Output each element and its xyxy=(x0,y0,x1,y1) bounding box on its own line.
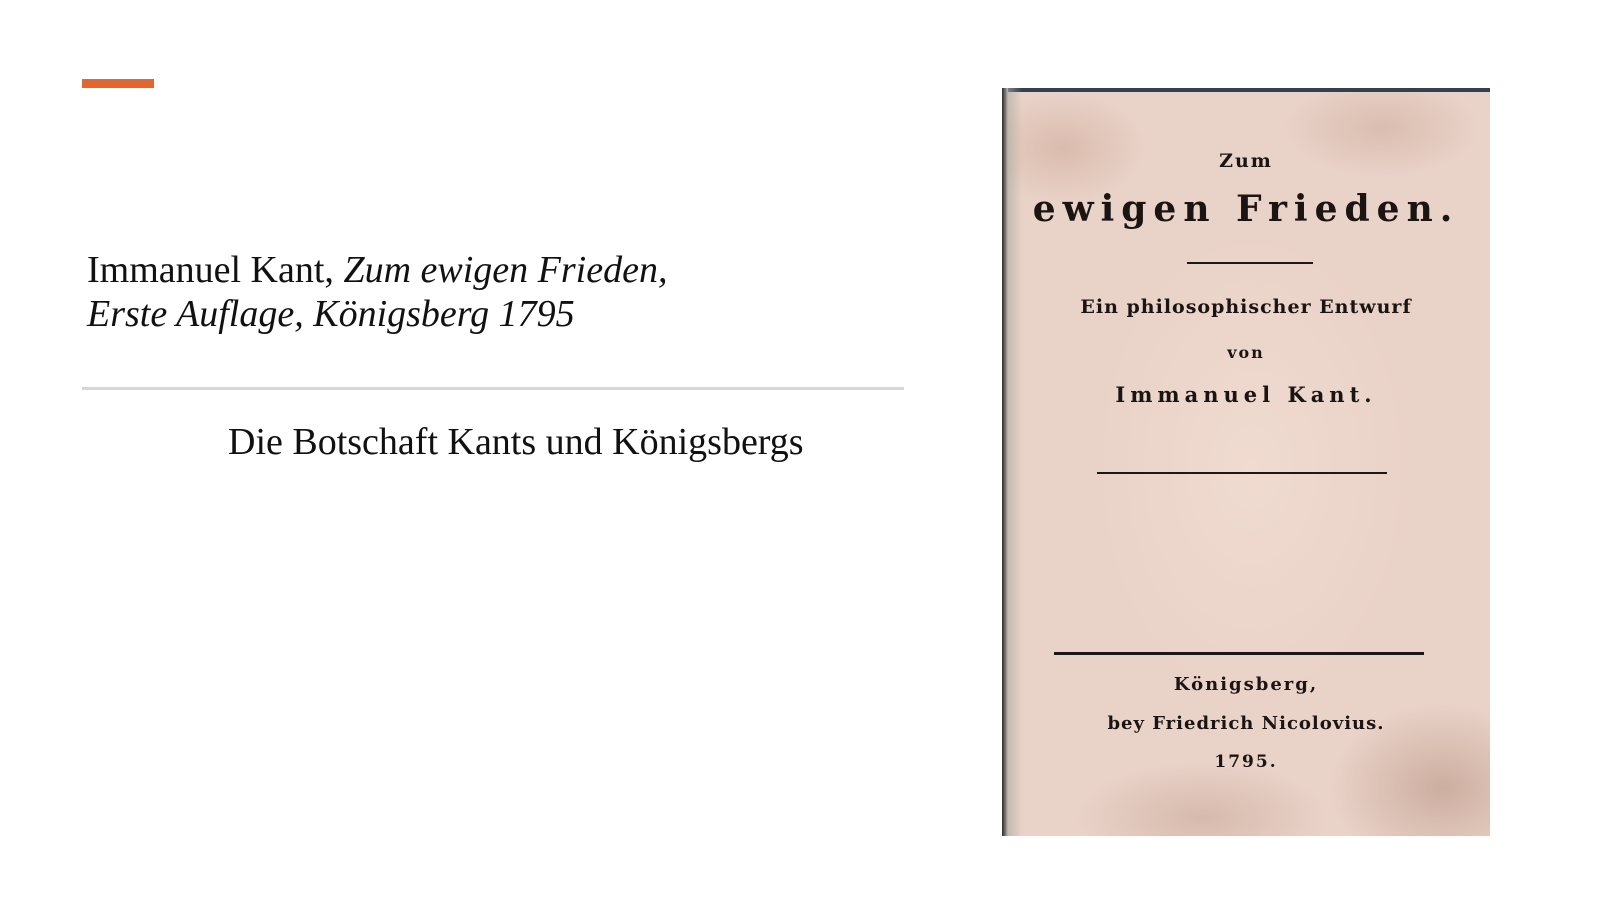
scan-line-von: von xyxy=(1227,343,1265,362)
scan-line-author: Immanuel Kant. xyxy=(1115,382,1377,407)
title-work: Zum ewigen Frieden, xyxy=(343,249,668,291)
scan-top-edge xyxy=(1002,88,1490,92)
title-divider xyxy=(82,387,904,390)
scan-line-publisher: bey Friedrich Nicolovius. xyxy=(1107,713,1385,734)
scan-line-title: ewigen Frieden. xyxy=(1032,188,1460,230)
title-author: Immanuel Kant, xyxy=(87,249,344,291)
scan-line-year: 1795. xyxy=(1214,752,1278,772)
scan-rule-middle xyxy=(1097,472,1387,474)
scan-line-subtitle: Ein philosophischer Entwurf xyxy=(1080,296,1412,318)
scan-line-place: Königsberg, xyxy=(1173,674,1319,695)
title-page-scan-image xyxy=(1002,88,1490,836)
slide-subtitle: Die Botschaft Kants und Königsbergs xyxy=(228,421,804,463)
scan-rule-long xyxy=(1054,652,1424,655)
title-edition: Erste Auflage, Königsberg 1795 xyxy=(87,293,575,335)
slide-title xyxy=(87,248,907,336)
scan-line-zum: Zum xyxy=(1219,150,1273,172)
accent-bar xyxy=(82,79,154,88)
scan-rule-short xyxy=(1187,262,1313,264)
